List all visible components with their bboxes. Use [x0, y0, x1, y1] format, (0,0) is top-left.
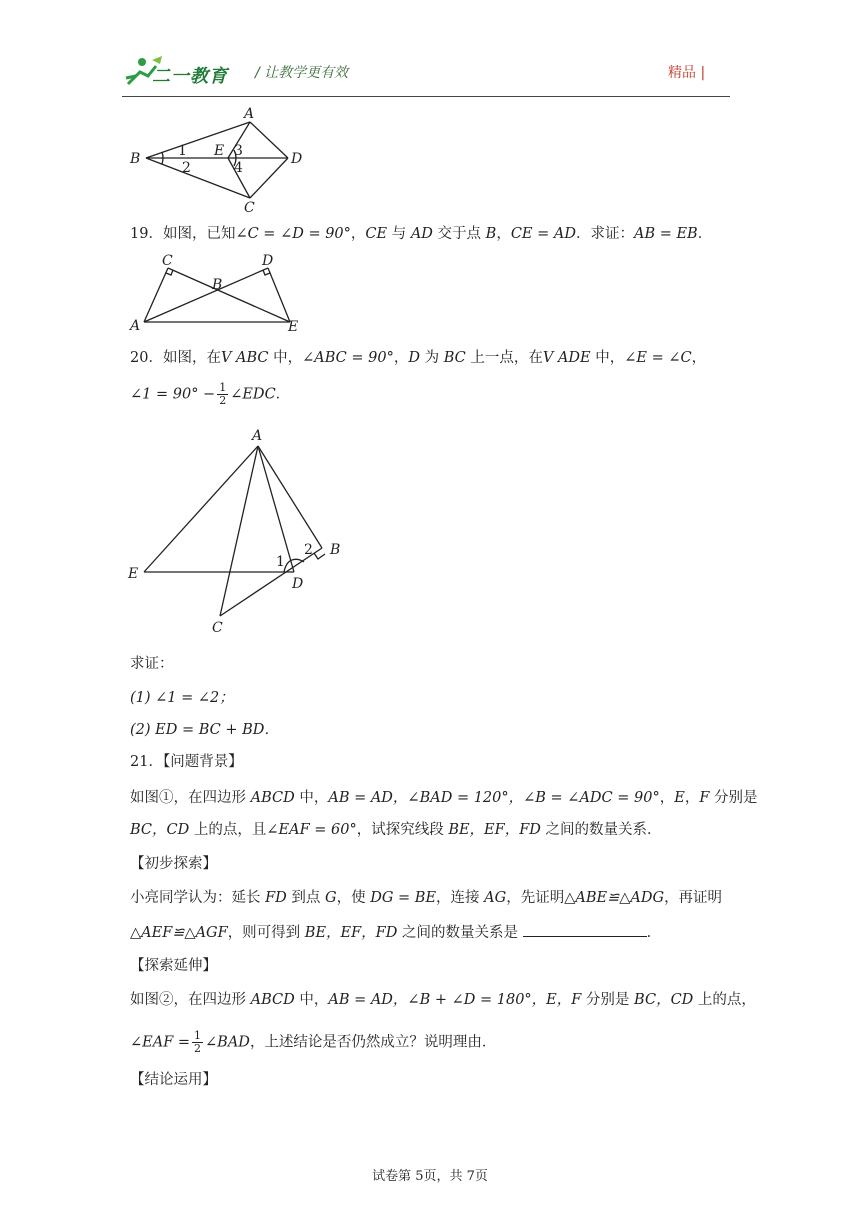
logo-text: 二一教育	[152, 66, 228, 87]
angle-mark-2	[292, 559, 304, 562]
figure-q19	[126, 252, 316, 336]
q21-heading-explore: 【初步探索】	[130, 856, 217, 872]
seg-CD	[250, 158, 288, 198]
label-B: B	[212, 277, 223, 293]
label-E: E	[214, 143, 225, 159]
q21-heading-extend: 【探索延伸】	[130, 958, 217, 974]
header-divider	[122, 96, 730, 97]
q20-item-1: (1) ∠1 = ∠2；	[130, 690, 234, 706]
q20-item-2: (2) ED = BC + BD．	[130, 722, 279, 738]
label-E: E	[128, 566, 139, 582]
label-2: 2	[304, 542, 313, 558]
label-4: 4	[234, 160, 243, 176]
label-A: A	[130, 318, 141, 334]
q19-statement: 19．如图，已知∠C = ∠D = 90°，CE 与 AD 交于点 B，CE = AD．求证：AB = EB．	[130, 226, 713, 242]
label-A: A	[244, 106, 255, 122]
seg-AC	[144, 268, 168, 322]
q21-heading-apply: 【结论运用】	[130, 1072, 217, 1088]
fraction: $\frac{1}{2}$	[219, 381, 227, 407]
seg-AE	[144, 446, 258, 572]
answer-blank[interactable]	[523, 922, 647, 937]
label-B: B	[330, 542, 341, 558]
q21-extend-line1: 如图②，在四边形 ABCD 中，AB = AD，∠B + ∠D = 180°，E，F 分别是 BC，CD 上的点，	[130, 992, 756, 1008]
label-B: B	[130, 151, 141, 167]
label-1: 1	[178, 143, 187, 159]
q21-extend-line2: ∠EAF = $\frac{1}{2}$ ∠BAD，上述结论是否仍然成立？说明理由．	[130, 1029, 497, 1055]
label-C: C	[244, 200, 255, 216]
seg-AD	[250, 122, 288, 158]
q20-prove-label: 求证：	[130, 656, 174, 672]
label-E: E	[288, 319, 299, 335]
label-D: D	[292, 576, 304, 592]
label-D: D	[262, 253, 274, 269]
slogan: / 让教学更有效	[255, 65, 349, 81]
label-C: C	[212, 620, 223, 636]
q21-explore-line2: △AEF≌△AGF，则可得到 BE，EF，FD 之间的数量关系是 ．	[130, 922, 661, 943]
seg-AB	[258, 446, 322, 548]
seg-CB	[220, 548, 322, 616]
q21-explore-line1: 小亮同学认为：延长 FD 到点 G，使 DG = BE，连接 AG，先证明△ABE≌△ADG，再证明	[130, 890, 723, 906]
label-1: 1	[276, 554, 285, 570]
seg-AD	[144, 268, 268, 322]
q21-background-line1: 如图①，在四边形 ABCD 中，AB = AD，∠BAD = 120°，∠B = ∠ADC = 90°，E，F 分别是	[130, 790, 758, 806]
q20-statement-line1: 20．如图，在V ABC 中，∠ABC = 90°，D 为 BC 上一点，在V ADE 中，∠E = ∠C，	[130, 350, 707, 366]
label-A: A	[252, 428, 263, 444]
label-D: D	[291, 151, 303, 167]
label-3: 3	[234, 143, 243, 159]
figure-q18	[126, 104, 316, 216]
fraction: $\frac{1}{2}$	[194, 1029, 202, 1055]
figure-q20	[126, 422, 356, 638]
premium-tag: 精品 |	[668, 65, 706, 81]
q21-heading-background: 21．【问题背景】	[130, 754, 243, 770]
page-footer: 试卷第 5页，共 7页	[372, 1169, 488, 1184]
label-C: C	[162, 253, 173, 269]
q21-background-line2: BC，CD 上的点，且∠EAF = 60°，试探究线段 BE，EF，FD 之间的数量关系．	[130, 822, 662, 838]
q20-statement-line2: ∠1 = 90° − $\frac{1}{2}$ ∠EDC．	[130, 381, 291, 407]
seg-AC	[220, 446, 258, 616]
label-2: 2	[182, 160, 191, 176]
right-angle-B	[314, 553, 325, 559]
